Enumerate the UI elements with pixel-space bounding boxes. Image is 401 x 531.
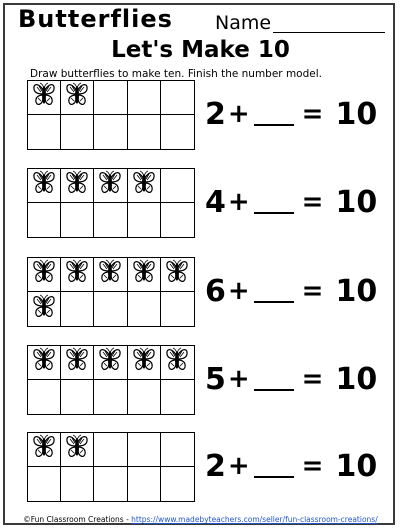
ten-frame-cell[interactable]: [28, 115, 61, 149]
brand-title: Butterflies: [18, 5, 173, 33]
ten-frame-cell[interactable]: [161, 380, 194, 414]
plus-sign: +: [227, 276, 250, 306]
ten-frame-cell[interactable]: [161, 292, 194, 326]
ten-frame-cell[interactable]: [94, 169, 127, 203]
plus-sign: +: [227, 187, 250, 217]
name-field[interactable]: [215, 12, 385, 36]
ten-frame: [27, 168, 195, 238]
equals-sign: =: [301, 276, 324, 306]
total: 10: [335, 96, 378, 132]
ten-frame-cell[interactable]: [128, 433, 161, 467]
ten-frame-cell[interactable]: [128, 292, 161, 326]
equals-sign: =: [301, 451, 324, 481]
butterfly-icon: [32, 259, 56, 290]
butterfly-icon: [165, 259, 189, 290]
plus-sign: +: [227, 364, 250, 394]
ten-frame-cell[interactable]: [61, 81, 94, 115]
ten-frame-cell[interactable]: [128, 346, 161, 380]
addend: 4: [205, 184, 226, 220]
number-model: [205, 180, 377, 224]
ten-frame-cell[interactable]: [161, 81, 194, 115]
total: 10: [335, 361, 378, 397]
answer-blank[interactable]: [254, 367, 294, 391]
ten-frame-cell[interactable]: [61, 467, 94, 501]
answer-blank[interactable]: [254, 279, 294, 303]
addend: 2: [205, 96, 226, 132]
butterfly-icon: [65, 170, 89, 201]
ten-frame-cell[interactable]: [28, 81, 61, 115]
total: 10: [335, 273, 378, 309]
ten-frame-cell[interactable]: [28, 169, 61, 203]
number-model: [205, 92, 377, 136]
ten-frame-cell[interactable]: [61, 115, 94, 149]
footer-link[interactable]: https://www.madebyteachers.com/seller/fun-classroom-creations/: [131, 515, 378, 524]
butterfly-icon: [98, 347, 122, 378]
total: 10: [335, 448, 378, 484]
equals-sign: =: [301, 99, 324, 129]
answer-blank[interactable]: [254, 454, 294, 478]
ten-frame: [27, 432, 195, 502]
butterfly-icon: [165, 347, 189, 378]
ten-frame-cell[interactable]: [94, 258, 127, 292]
instructions: Draw butterflies to make ten. Finish the number model.: [30, 68, 322, 80]
ten-frame-cell[interactable]: [128, 203, 161, 237]
number-model: [205, 444, 377, 488]
butterfly-icon: [32, 347, 56, 378]
ten-frame-cell[interactable]: [61, 169, 94, 203]
problem-row: [27, 345, 397, 415]
ten-frame-cell[interactable]: [128, 467, 161, 501]
addend: 5: [205, 361, 226, 397]
butterfly-icon: [65, 82, 89, 113]
ten-frame-cell[interactable]: [161, 115, 194, 149]
ten-frame-cell[interactable]: [161, 467, 194, 501]
ten-frame-cell[interactable]: [94, 81, 127, 115]
ten-frame-cell[interactable]: [161, 346, 194, 380]
problem-row: [27, 257, 397, 327]
ten-frame-cell[interactable]: [28, 467, 61, 501]
butterfly-icon: [98, 259, 122, 290]
ten-frame-cell[interactable]: [28, 380, 61, 414]
ten-frame-cell[interactable]: [94, 203, 127, 237]
ten-frame-cell[interactable]: [28, 346, 61, 380]
ten-frame-cell[interactable]: [94, 433, 127, 467]
butterfly-icon: [65, 259, 89, 290]
ten-frame-cell[interactable]: [28, 258, 61, 292]
number-model: [205, 269, 377, 313]
ten-frame-cell[interactable]: [61, 433, 94, 467]
ten-frame-cell[interactable]: [61, 346, 94, 380]
footer-credit: [0, 515, 401, 524]
plus-sign: +: [227, 451, 250, 481]
butterfly-icon: [32, 294, 56, 325]
number-model: [205, 357, 377, 401]
footer-credit-text: ©Fun Classroom Creations -: [23, 515, 132, 524]
problem-row: [27, 432, 397, 502]
ten-frame-cell[interactable]: [61, 258, 94, 292]
ten-frame-cell[interactable]: [161, 433, 194, 467]
ten-frame-cell[interactable]: [128, 81, 161, 115]
problem-row: [27, 80, 397, 150]
addend: 6: [205, 273, 226, 309]
name-line[interactable]: [273, 32, 385, 33]
ten-frame-cell[interactable]: [128, 258, 161, 292]
butterfly-icon: [65, 347, 89, 378]
answer-blank[interactable]: [254, 102, 294, 126]
ten-frame-cell[interactable]: [128, 115, 161, 149]
ten-frame-cell[interactable]: [94, 346, 127, 380]
butterfly-icon: [32, 434, 56, 465]
ten-frame-cell[interactable]: [61, 292, 94, 326]
problem-row: [27, 168, 397, 238]
ten-frame-cell[interactable]: [128, 169, 161, 203]
ten-frame-cell[interactable]: [161, 169, 194, 203]
butterfly-icon: [132, 347, 156, 378]
equals-sign: =: [301, 364, 324, 394]
ten-frame-cell[interactable]: [94, 380, 127, 414]
ten-frame-cell[interactable]: [94, 292, 127, 326]
total: 10: [335, 184, 378, 220]
ten-frame-cell[interactable]: [28, 203, 61, 237]
ten-frame-cell[interactable]: [94, 115, 127, 149]
ten-frame: [27, 80, 195, 150]
answer-blank[interactable]: [254, 190, 294, 214]
butterfly-icon: [32, 170, 56, 201]
butterfly-icon: [32, 82, 56, 113]
butterfly-icon: [65, 434, 89, 465]
ten-frame-cell[interactable]: [61, 203, 94, 237]
plus-sign: +: [227, 99, 250, 129]
ten-frame-cell[interactable]: [161, 258, 194, 292]
ten-frame-cell[interactable]: [161, 203, 194, 237]
ten-frame-cell[interactable]: [61, 380, 94, 414]
butterfly-icon: [98, 170, 122, 201]
ten-frame: [27, 257, 195, 327]
butterfly-icon: [132, 259, 156, 290]
worksheet-title: Let's Make 10: [111, 37, 290, 63]
ten-frame-cell[interactable]: [128, 380, 161, 414]
ten-frame-cell[interactable]: [28, 433, 61, 467]
ten-frame-cell[interactable]: [28, 292, 61, 326]
equals-sign: =: [301, 187, 324, 217]
butterfly-icon: [132, 170, 156, 201]
name-label: Name: [215, 12, 272, 34]
ten-frame-cell[interactable]: [94, 467, 127, 501]
addend: 2: [205, 448, 226, 484]
ten-frame: [27, 345, 195, 415]
